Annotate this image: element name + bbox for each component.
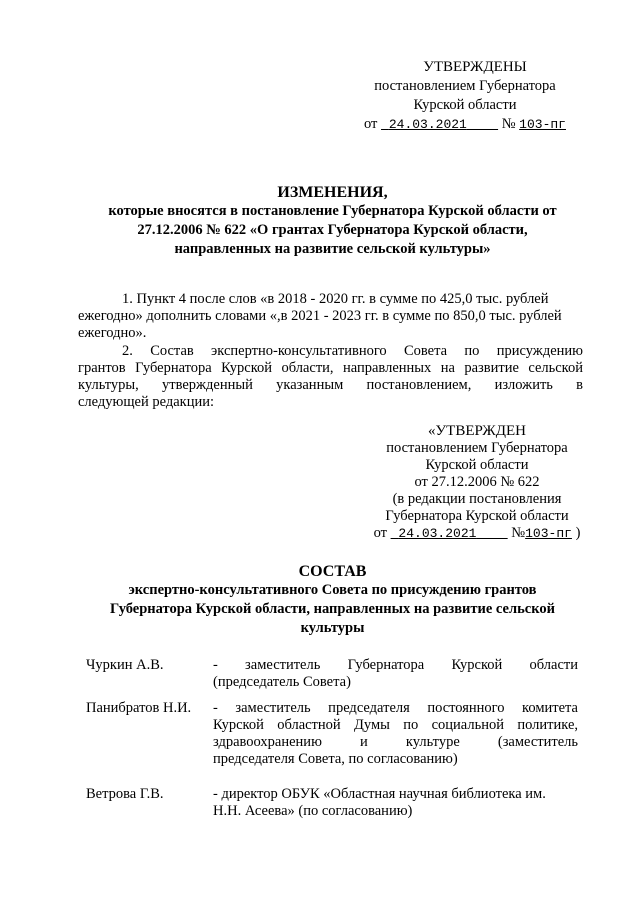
paragraph-line: следующей редакции: [78, 394, 215, 410]
member-description-line: Н.Н. Асеева» (по согласованию) [213, 803, 413, 819]
member-description-line: (председатель Совета) [213, 674, 351, 690]
member-description [213, 700, 640, 768]
heading-line: направленных на развитие сельской культуры» [174, 241, 491, 257]
amendment-date: 24.03.2021 [398, 526, 477, 541]
paragraph-1 [78, 291, 583, 342]
member-name: Ветрова Г.В. [86, 786, 164, 802]
approval-number: 103-пг [519, 117, 566, 132]
amendment-date-line [372, 525, 582, 542]
composition-title: СОСТАВ [298, 563, 367, 580]
member-description-line: здравоохранению и культуре (заместитель [213, 734, 578, 750]
closing-paren: ) [575, 525, 581, 541]
date-prefix: от [364, 116, 378, 132]
amendment-line: от 27.12.2006 № 622 [414, 474, 540, 490]
paragraph-line: ежегодно» дополнить словами «,в 2021 - 2023 гг. в сумме по 850,0 тыс. рублей [78, 308, 562, 324]
amendment-number: 103-пг [525, 526, 572, 541]
member-name: Чуркин А.В. [86, 657, 164, 673]
heading-line: 27.12.2006 № 622 «О грантах Губернатора Курской области, [137, 222, 528, 238]
member-description [213, 786, 640, 820]
member-row [86, 657, 586, 693]
paragraph-line: 1. Пункт 4 после слов «в 2018 - 2020 гг. в сумме по 425,0 тыс. рублей [122, 291, 549, 307]
paragraph-line: 2. Состав экспертно-консультативного Совета по присуждению [122, 343, 583, 359]
heading-title: ИЗМЕНЕНИЯ, [277, 184, 388, 201]
amendment-stamp [372, 423, 582, 542]
number-prefix: № [511, 525, 526, 541]
paragraph-line: культуры, утвержденный указанным постановлением, изложить в [78, 377, 583, 393]
paragraph-2 [78, 343, 583, 411]
heading-line: которые вносятся в постановление Губернатора Курской области от [108, 203, 557, 219]
amendment-line: (в редакции постановления [392, 491, 562, 507]
member-name: Панибратов Н.И. [86, 700, 192, 716]
member-description-line: Курской областной Думы по социальной политике, [213, 717, 578, 733]
approval-date-line [360, 115, 570, 134]
composition-line: экспертно-консультативного Совета по присуждению грантов [128, 582, 537, 598]
member-description-line: - заместитель председателя постоянного комитета [213, 700, 578, 716]
approval-stamp [360, 58, 570, 134]
composition-heading [80, 562, 585, 638]
member-description-line: - заместитель Губернатора Курской области [213, 657, 578, 673]
member-description-line: - директор ОБУК «Областная научная библиотека им. [213, 786, 546, 802]
amendment-line: Курской области [425, 457, 529, 473]
composition-line: культуры [300, 620, 365, 636]
date-prefix: от [373, 525, 387, 541]
amendment-title: «УТВЕРЖДЕН [428, 423, 526, 439]
paragraph-line: ежегодно». [78, 325, 147, 341]
approval-title: УТВЕРЖДЕНЫ [423, 59, 527, 75]
document-heading [60, 183, 605, 259]
amendment-line: Губернатора Курской области [385, 508, 569, 524]
paragraph-line: грантов Губернатора Курской области, направленных на развитие сельской [78, 360, 583, 376]
composition-line: Губернатора Курской области, направленных на развитие сельской [110, 601, 555, 617]
number-prefix: № [501, 116, 516, 132]
approval-line: постановлением Губернатора [374, 78, 556, 94]
member-description [213, 657, 640, 691]
member-row [86, 786, 586, 822]
amendment-line: постановлением Губернатора [386, 440, 568, 456]
member-description-line: председателя Совета, по согласованию) [213, 751, 458, 767]
member-row [86, 700, 586, 770]
approval-line: Курской области [413, 97, 517, 113]
approval-date: 24.03.2021 [388, 117, 467, 132]
